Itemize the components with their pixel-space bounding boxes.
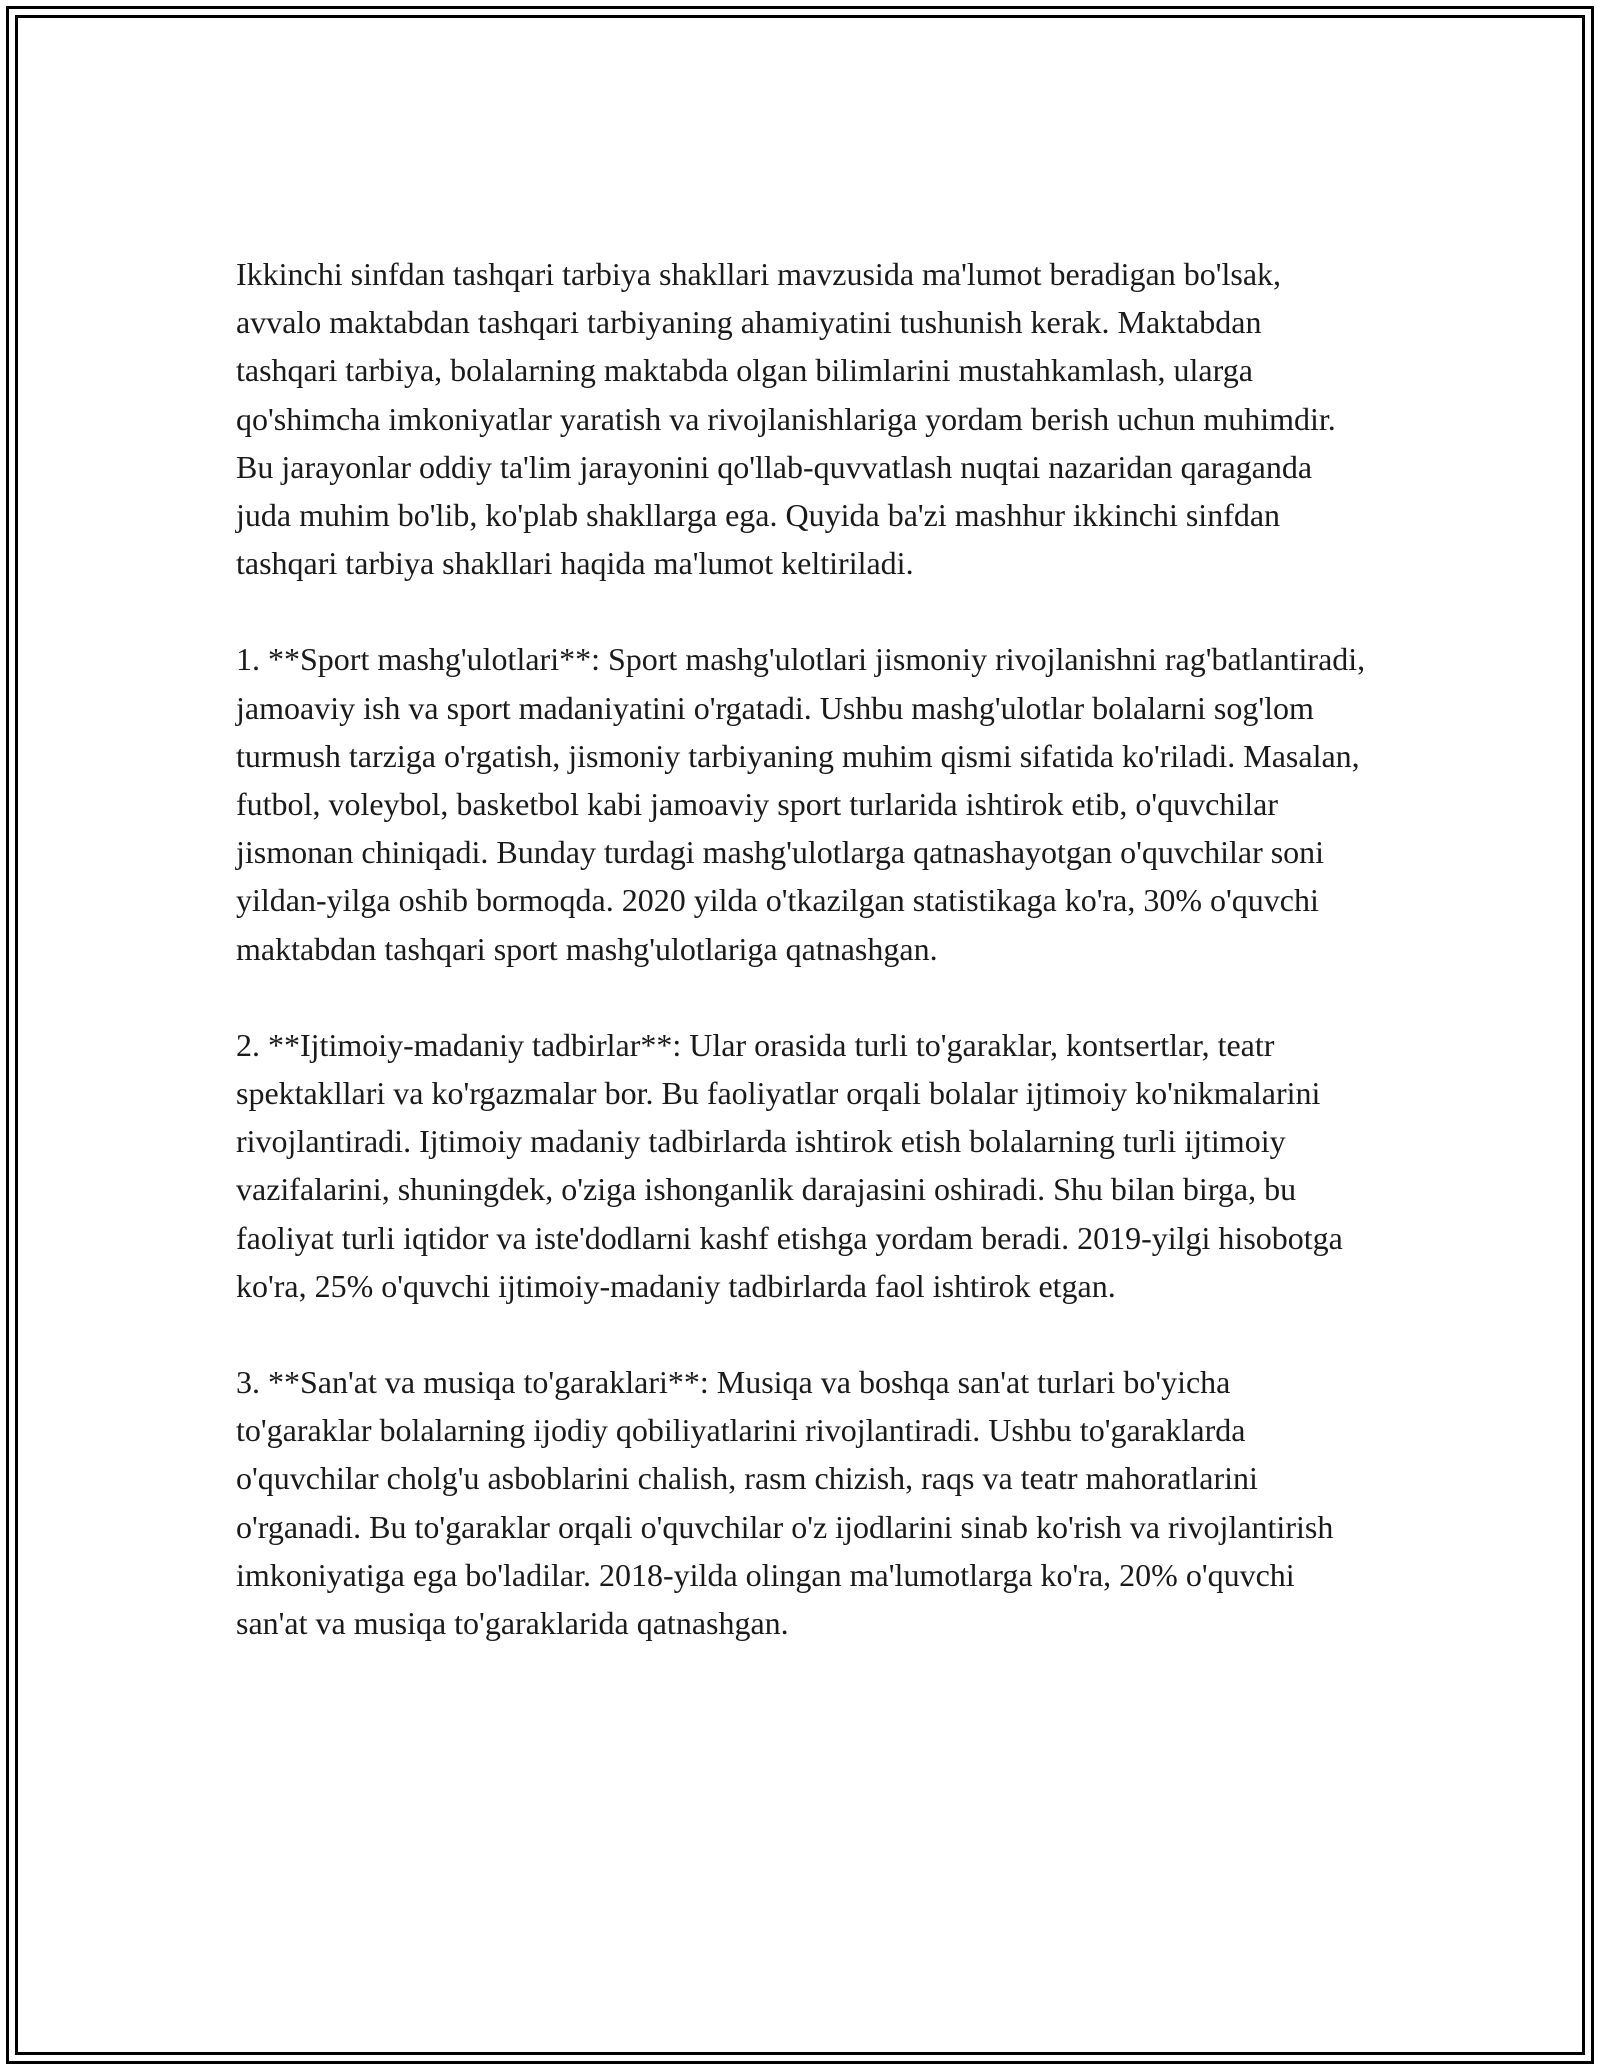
- art-music-paragraph: 3. **San'at va musiqa to'garaklari**: Musiqa va boshqa san'at turlari bo'yicha to'garaklar bolalarning ijodiy qobiliyatlarini rivojlantiradi. Ushbu to'garaklarda o'quvchilar cholg'u asboblarini chalish, rasm chizish, raqs va teatr mahoratlarini o'rganadi. Bu to'garaklar orqali o'quvchilar o'z ijodlarini sinab ko'rish va rivojlantirish imkoniyatiga ega bo'ladilar. 2018-yilda olingan ma'lumotlarga ko'ra, 20% o'quvchi san'at va musiqa to'garaklarida qatnashgan.: [236, 1364, 1334, 1642]
- sport-paragraph: 1. **Sport mashg'ulotlari**: Sport mashg'ulotlari jismoniy rivojlanishni rag'batlantiradi, jamoaviy ish va sport madaniyatini o'rgatadi. Ushbu mashg'ulotlar bolalarni sog'lom turmush tarziga o'rgatish, jismoniy tarbiyaning muhim qismi sifatida ko'riladi. Masalan, futbol, voleybol, basketbol kabi jamoaviy sport turlarida ishtirok etib, o'quvchilar jismonan chiniqadi. Bunday turdagi mashg'ulotlarga qatnashayotgan o'quvchilar soni yildan-yilga oshib bormoqda. 2020 yilda o'tkazilgan statistikaga ko'ra, 30% o'quvchi maktabdan tashqari sport mashg'ulotlariga qatnashgan.: [236, 641, 1366, 967]
- social-cultural-paragraph: 2. **Ijtimoiy-madaniy tadbirlar**: Ular orasida turli to'garaklar, kontsertlar, teatr spektakllari va ko'rgazmalar bor. Bu faoliyatlar orqali bolalar ijtimoiy ko'nikmalarini rivojlantiradi. Ijtimoiy madaniy tadbirlarda ishtirok etish bolalarning turli ijtimoiy vazifalarini, shuningdek, o'ziga ishonganlik darajasini oshiradi. Shu bilan birga, bu faoliyat turli iqtidor va iste'dodlarni kashf etishga yordam beradi. 2019-yilgi hisobotga ko'ra, 25% o'quvchi ijtimoiy-madaniy tadbirlarda faol ishtirok etgan.: [236, 1026, 1343, 1304]
- document-body: [236, 250, 1366, 1695]
- intro-paragraph: Ikkinchi sinfdan tashqari tarbiya shakllari mavzusida ma'lumot beradigan bo'lsak, avvalo maktabdan tashqari tarbiyaning ahamiyatini tushunish kerak. Maktabdan tashqari tarbiya, bolalarning maktabda olgan bilimlarini mustahkamlash, ularga qo'shimcha imkoniyatlar yaratish va rivojlanishlariga yordam berish uchun muhimdir. Bu jarayonlar oddiy ta'lim jarayonini qo'llab-quvvatlash nuqtai nazaridan qaraganda juda muhim bo'lib, ko'plab shakllarga ega. Quyida ba'zi mashhur ikkinchi sinfdan tashqari tarbiya shakllari haqida ma'lumot keltiriladi.: [236, 256, 1336, 582]
